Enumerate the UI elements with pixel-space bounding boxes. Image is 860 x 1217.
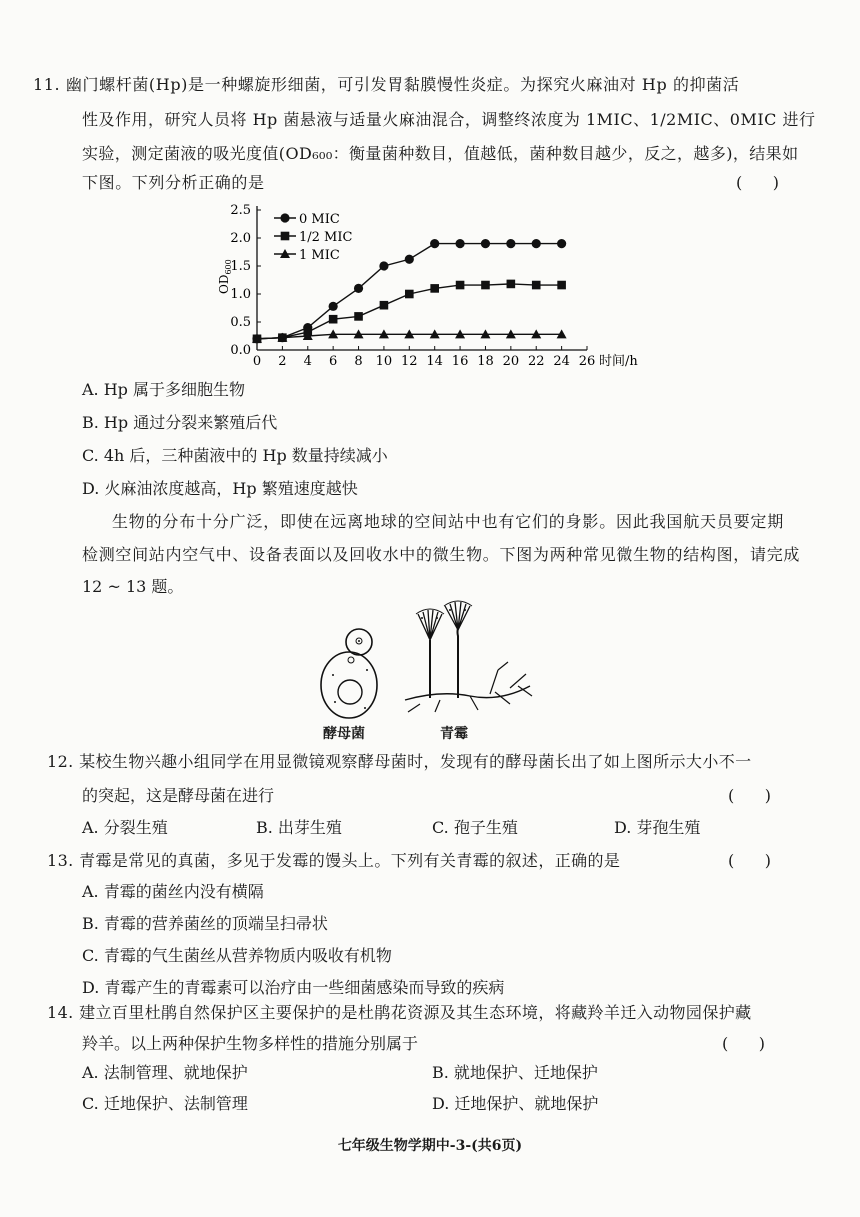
- q11-line-4: 下图。下列分析正确的是: [82, 173, 265, 192]
- x-tick-label: 8: [354, 354, 363, 369]
- data-point-series-0: [405, 255, 414, 264]
- data-point-series-1: [507, 280, 516, 289]
- x-tick-label: 26: [578, 354, 596, 369]
- q11-option-b: B. Hp 通过分裂来繁殖后代: [82, 413, 278, 432]
- x-tick-label: 10: [375, 354, 393, 369]
- legend-marker-0: [280, 213, 289, 222]
- q14-line-1: 14. 建立百里杜鹃自然保护区主要保护的是杜鹃花资源及其生态环境，将藏羚羊迁入动物园保护藏: [47, 1003, 752, 1022]
- passage-line-3: 12 ~ 13 题。: [82, 577, 184, 596]
- q12-option-c: C. 孢子生殖: [432, 818, 518, 837]
- data-point-series-0: [379, 261, 388, 270]
- y-tick-label: 2.5: [230, 203, 251, 218]
- q11-answer-bracket: ( ): [736, 173, 779, 192]
- x-tick-label: 16: [451, 354, 469, 369]
- q11-line-3: 实验，测定菌液的吸光度值(OD₆₀₀：衡量菌种数目，值越低，菌种数目越少，反之，越多)，结果如: [82, 144, 799, 163]
- q14-line-2: 羚羊。以上两种保护生物多样性的措施分别属于: [82, 1034, 419, 1053]
- data-point-series-0: [506, 239, 515, 248]
- data-point-series-0: [481, 239, 490, 248]
- x-tick-label: 6: [329, 354, 338, 369]
- legend-label-0: 0 MIC: [299, 212, 340, 227]
- x-tick-label: 12: [401, 354, 418, 369]
- q12-option-d: D. 芽孢生殖: [614, 818, 701, 837]
- x-tick-label: 20: [502, 354, 520, 369]
- legend-marker-1: [281, 232, 290, 241]
- legend-label-1: 1/2 MIC: [299, 230, 353, 245]
- q11-option-c: C. 4h 后，三种菌液中的 Hp 数量持续减小: [82, 446, 388, 465]
- q11-option-a: A. Hp 属于多细胞生物: [82, 380, 246, 399]
- y-tick-label: 0.0: [230, 343, 251, 358]
- data-point-series-1: [456, 281, 465, 290]
- x-tick-label: 22: [527, 354, 545, 369]
- data-point-series-0: [455, 239, 464, 248]
- q13-option-c: C. 青霉的气生菌丝从营养物质内吸收有机物: [82, 946, 392, 965]
- yeast-caption: 酵母菌: [323, 726, 365, 742]
- x-tick-label: 4: [303, 354, 312, 369]
- x-axis-label: 时间/h: [599, 354, 638, 369]
- q14-option-d: D. 迁地保护、就地保护: [432, 1094, 599, 1113]
- q12-line-2: 的突起，这是酵母菌在进行: [82, 786, 275, 805]
- data-point-series-1: [354, 312, 363, 321]
- q12-answer-bracket: ( ): [728, 786, 771, 805]
- y-axis-label: $OD_{600}$: [217, 259, 233, 294]
- q13-option-d: D. 青霉产生的青霉素可以治疗由一些细菌感染而导致的疾病: [82, 978, 505, 997]
- passage-line-1: 生物的分布十分广泛，即使在远离地球的空间站中也有它们的身影。因此我国航天员要定期: [112, 512, 785, 531]
- data-point-series-0: [329, 302, 338, 311]
- x-tick-label: 0: [252, 354, 262, 369]
- data-point-series-0: [430, 239, 439, 248]
- data-point-series-1: [380, 301, 389, 310]
- x-tick-label: 24: [553, 354, 570, 369]
- data-point-series-0: [354, 284, 363, 293]
- data-point-series-1: [329, 315, 338, 324]
- data-point-series-1: [405, 290, 414, 299]
- data-point-series-1: [557, 281, 566, 290]
- q11-option-d: D. 火麻油浓度越高，Hp 繁殖速度越快: [82, 479, 358, 498]
- passage-line-2: 检测空间站内空气中、设备表面以及回收水中的微生物。下图为两种常见微生物的结构图，请完成: [82, 545, 801, 564]
- y-tick-label: 0.5: [230, 315, 251, 330]
- page-footer: 七年级生物学期中-3-(共6页): [337, 1138, 523, 1154]
- y-tick-label: 2.0: [230, 231, 251, 246]
- yeast-illustration: [315, 620, 390, 720]
- q14-option-a: A. 法制管理、就地保护: [82, 1063, 248, 1082]
- x-tick-label: 2: [278, 354, 287, 369]
- od600-line-chart: [200, 196, 640, 376]
- q11-line-1: 11. 幽门螺杆菌(Hp)是一种螺旋形细菌，可引发胃黏膜慢性炎症。为探究火麻油对 Hp 的抑菌活: [33, 75, 740, 94]
- q14-option-b: B. 就地保护、迁地保护: [432, 1063, 598, 1082]
- y-tick-label: 1.0: [230, 287, 251, 302]
- data-point-series-1: [532, 281, 541, 290]
- q12-option-a: A. 分裂生殖: [82, 818, 168, 837]
- q13-option-b: B. 青霉的营养菌丝的顶端呈扫帚状: [82, 914, 328, 933]
- q12-line-1: 12. 某校生物兴趣小组同学在用显微镜观察酵母菌时，发现有的酵母菌长出了如上图所示大小不一: [47, 752, 752, 771]
- data-point-series-1: [481, 281, 490, 290]
- q12-option-b: B. 出芽生殖: [256, 818, 342, 837]
- x-tick-label: 14: [426, 354, 443, 369]
- q14-option-c: C. 迁地保护、法制管理: [82, 1094, 248, 1113]
- penicillium-illustration: [400, 600, 540, 718]
- data-point-series-0: [557, 239, 566, 248]
- data-point-series-0: [532, 239, 541, 248]
- q13-line-1: 13. 青霉是常见的真菌，多见于发霉的馒头上。下列有关青霉的叙述，正确的是: [47, 851, 621, 870]
- x-tick-label: 18: [477, 354, 494, 369]
- penicillium-caption: 青霉: [440, 726, 468, 742]
- q11-line-2: 性及作用，研究人员将 Hp 菌悬液与适量火麻油混合，调整终浓度为 1MIC、1/2MIC、0MIC 进行: [82, 110, 816, 129]
- y-tick-label: 1.5: [230, 259, 251, 274]
- q14-answer-bracket: ( ): [722, 1034, 765, 1053]
- data-point-series-1: [430, 284, 439, 293]
- legend-label-2: 1 MIC: [299, 248, 340, 263]
- q13-answer-bracket: ( ): [728, 851, 771, 870]
- q13-option-a: A. 青霉的菌丝内没有横隔: [82, 882, 264, 901]
